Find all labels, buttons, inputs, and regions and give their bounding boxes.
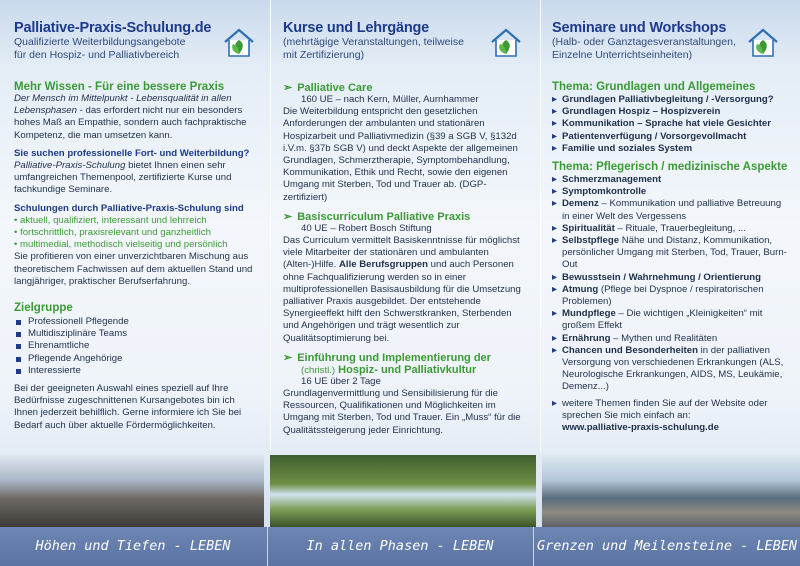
theme-pflege-list bbox=[552, 174, 788, 394]
course-text: Das Curriculum vermittelt Basiskenntnisse für möglichst viele Mitarbeiter der stationären und ambulanten (Alten-)Hilfe. Alle Berufsgruppen und auch Personen ohne Fachqualifizierung werden so in einer multiprofessionellen Basisausbildung für die Umsetzung palliativer Praxis ausgebildet. Der entstehende Synergieeffekt hilft den Schwerstkranken, Sterbenden und Angehörigen und trägt wesentlich zur Qualitätsoptimierung bei. bbox=[283, 235, 521, 344]
arrow-icon: ➢ bbox=[283, 210, 293, 223]
column-seminare bbox=[552, 0, 788, 452]
course-text: Die Weiterbildung entspricht den gesetzlichen Anforderungen der ambulanten und stationären Hospizarbeit und Palliativmedizin (§39 a SGB V, §132d i.V.m. §37b SGB V) und deckt Aspekte der allgemeinen Grundlagen, Schmerztherapie, Symptombehandlung, Kommunikation, Ethik und Recht, sowie den eigenen Umgang mit Sterben, Tod und Trauer ab. (DGP-zertifiziert) bbox=[283, 106, 518, 203]
heading-theme-grundlagen: Thema: Grundlagen und Allgemeines bbox=[552, 81, 756, 93]
course-basiscurriculum-title: ➢ Basiscurriculum Palliative Praxis bbox=[283, 210, 471, 223]
list-item: ▸ Chancen und Besonderheiten in der palliativen Versorgung von verschiedenen Erkrankungen (ALS, Neurologische Erkrankungen, AIDS, MS, Leukämie, Demenz...) bbox=[552, 345, 788, 394]
list-item: ▸ Grundlagen Hospiz – Hospizverein bbox=[552, 106, 788, 118]
course-meta: 16 UE über 2 Tage bbox=[301, 375, 381, 387]
list-item: ▸ Spiritualität – Rituale, Trauerbegleitung, ... bbox=[552, 223, 788, 235]
list-item: ▸ Kommunikation – Sprache hat viele Gesichter bbox=[552, 118, 788, 130]
seminare-title: Seminare und Workshops bbox=[552, 20, 727, 36]
brand-subtitle: Qualifizierte Weiterbildungsangebote für den Hospiz- und Palliativbereich bbox=[14, 36, 186, 61]
seminare-subtitle: (Halb- oder Ganztagesveranstaltungen, Einzelne Unterrichtseinheiten) bbox=[552, 36, 736, 61]
list-item: ▸ Patientenverfügung / Vorsorgevollmacht bbox=[552, 131, 788, 143]
list-item: ▸ Schmerzmanagement bbox=[552, 174, 788, 186]
brand-title: Palliative-Praxis-Schulung.de bbox=[14, 20, 212, 36]
more-topics bbox=[552, 398, 788, 435]
column-divider bbox=[540, 0, 541, 452]
caption-phasen: In allen Phasen - LEBEN bbox=[306, 538, 494, 554]
house-leaf-icon bbox=[489, 26, 523, 60]
mountain-photo bbox=[0, 455, 264, 527]
course-einfuehrung-title-2: (christl.) Hospiz- und Palliativkultur bbox=[301, 363, 477, 376]
list-item: • aktuell, qualifiziert, interessant und lehrreich bbox=[14, 214, 207, 226]
question-text: Palliative-Praxis-Schulung bietet Ihnen einen sehr umfangreichen Themenpool, zertifizierte Kurse und fachkundige Seminare. bbox=[14, 160, 232, 196]
question-heading: Sie suchen professionelle Fort- und Weiterbildung? bbox=[14, 147, 250, 159]
course-meta: 160 UE – nach Kern, Müller, Aurnhammer bbox=[301, 94, 479, 105]
list-item: Ehrenamtliche bbox=[14, 340, 260, 352]
column-kurse bbox=[283, 0, 529, 452]
list-item: ▸ weitere Themen finden Sie auf der Website oder sprechen Sie mich einfach an: www.palliative-praxis-schulung.de bbox=[552, 398, 788, 435]
list-item: • fortschrittlich, praxisrelevant und ganzheitlich bbox=[14, 227, 211, 239]
theme-grundlagen-list bbox=[552, 94, 788, 155]
benefit-text: Sie profitieren von einer unverzichtbaren Mischung aus theoretischem Fachwissen auf dem aktuellen Stand und langjähriger, praktischer Berufserfahrung. bbox=[14, 251, 253, 287]
list-item: Interessierte bbox=[14, 365, 260, 377]
course-text: Grundlagenvermittlung und Sensibilisierung für die Ressourcen, Qualifikationen und Möglichkeiten im Umgang mit Sterben, Tod und Trauer. Ein „Muss“ für die Qualitätssteigerung jeder Einrichtung. bbox=[283, 388, 521, 436]
list-item: ▸ Symptomkontrolle bbox=[552, 186, 788, 198]
list-item: ▸ Ernährung – Mythen und Realitäten bbox=[552, 333, 788, 345]
schulungen-heading: Schulungen durch Palliative-Praxis-Schulung sind bbox=[14, 202, 244, 214]
list-item: • multimedial, methodisch vielseitig und persönlich bbox=[14, 239, 228, 251]
website-link[interactable]: www.palliative-praxis-schulung.de bbox=[562, 422, 719, 434]
heading-zielgruppe: Zielgruppe bbox=[14, 302, 73, 315]
rock-lake-photo bbox=[542, 455, 800, 527]
kurse-subtitle: (mehrtägige Veranstaltungen, teilweise mit Zertifizierung) bbox=[283, 36, 464, 61]
list-item: ▸ Demenz – Kommunikation und palliative Betreuung in einer Welt des Vergessens bbox=[552, 198, 788, 222]
list-item: ▸ Atmung (Pflege bei Dyspnoe / respiratorischen Problemen) bbox=[552, 284, 788, 308]
column-divider bbox=[270, 0, 271, 452]
qualities-list bbox=[14, 215, 260, 252]
list-item: Pflegende Angehörige bbox=[14, 353, 260, 365]
caption-hoehen: Höhen und Tiefen - LEBEN bbox=[35, 538, 231, 554]
course-meta: 40 UE – Robert Bosch Stiftung bbox=[301, 222, 432, 234]
kurse-title: Kurse und Lehrgänge bbox=[283, 20, 430, 36]
zielgruppe-list bbox=[14, 316, 260, 377]
arrow-icon: ➢ bbox=[283, 351, 293, 364]
list-item: ▸ Grundlagen Palliativbegleitung / -Versorgung? bbox=[552, 94, 788, 106]
course-einfuehrung-title: ➢ Einführung und Implementierung der bbox=[283, 351, 491, 364]
heading-mehr-wissen: Mehr Wissen - Für eine bessere Praxis bbox=[14, 81, 225, 93]
list-item: Professionell Pflegende bbox=[14, 316, 260, 328]
list-item: ▸ Selbstpflege Nähe und Distanz, Kommunikation, persönlicher Umgang mit Sterben, Tod, Trauer, Burn-Out bbox=[552, 235, 788, 272]
list-item: ▸ Familie und soziales System bbox=[552, 143, 788, 155]
heading-theme-pflege: Thema: Pflegerisch / medizinische Aspekte bbox=[552, 161, 788, 174]
house-leaf-icon bbox=[222, 26, 256, 60]
intro-text: Der Mensch im Mittelpunkt - Lebensqualität in allen Lebensphasen - das erfordert nicht nur ein besonders hohes Maß an Empathie, sondern auch fachpraktische Kompetenz, die man umsetzen kann. bbox=[14, 93, 247, 141]
closing-text: Bei der geeigneten Auswahl eines speziell auf Ihre Bedürfnisse zugeschnittenen Kursangebotes bin ich Ihnen jederzeit behilflich. Gerne informiere ich Sie bei Bedarf auch über aktuelle Fördermöglichkeiten. bbox=[14, 383, 242, 431]
column-intro bbox=[14, 0, 260, 452]
list-item: ▸ Mundpflege – Die wichtigen „Kleinigkeiten“ mit großem Effekt bbox=[552, 308, 788, 332]
waterfall-photo bbox=[270, 455, 536, 527]
arrow-icon: ➢ bbox=[283, 82, 293, 94]
course-palliative-care-title: ➢ Palliative Care bbox=[283, 82, 373, 94]
house-leaf-icon bbox=[746, 26, 780, 60]
list-item: ▸ Bewusstsein / Wahrnehmung / Orientierung bbox=[552, 272, 788, 284]
caption-grenzen: Grenzen und Meilensteine - LEBEN bbox=[536, 538, 798, 554]
list-item: Multidisziplinäre Teams bbox=[14, 328, 260, 340]
